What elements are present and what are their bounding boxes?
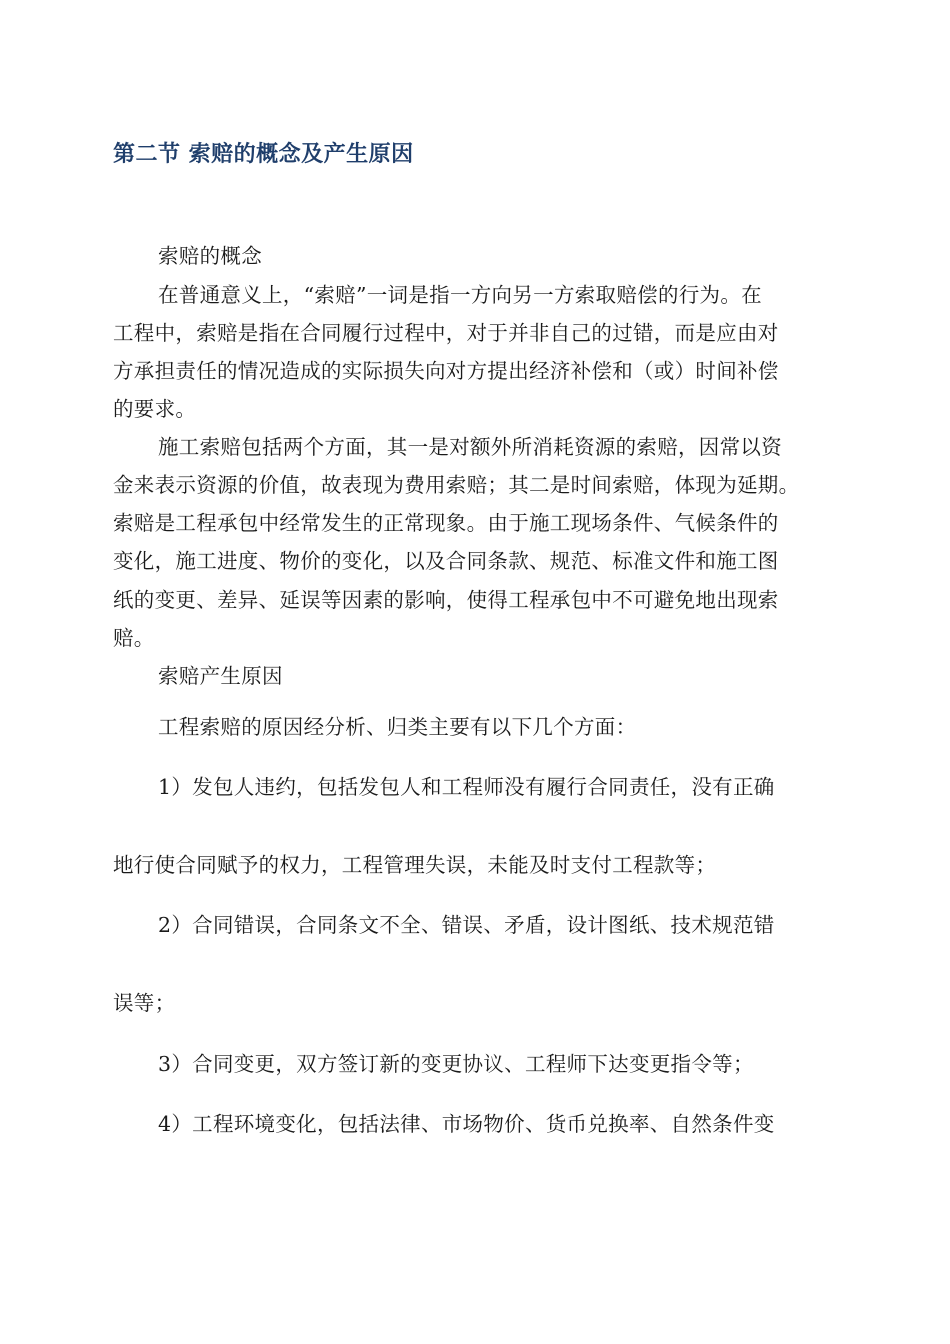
paragraph-line: 施工索赔包括两个方面，其一是对额外所消耗资源的索赔，因常以资 [158, 435, 782, 459]
paragraph-line: 工程索赔的原因经分析、归类主要有以下几个方面： [158, 715, 637, 739]
paragraph-line: 变化，施工进度、物价的变化，以及合同条款、规范、标准文件和施工图 [113, 549, 779, 573]
paragraph-line: 索赔是工程承包中经常发生的正常现象。由于施工现场条件、气候条件的 [113, 511, 779, 535]
subheading-causes: 索赔产生原因 [158, 664, 283, 688]
list-item-2-line: 误等； [113, 991, 176, 1015]
list-item-2-line: 2）合同错误，合同条文不全、错误、矛盾，设计图纸、技术规范错 [158, 913, 775, 937]
paragraph-line: 的要求。 [113, 397, 197, 421]
list-item-3-line: 3）合同变更，双方签订新的变更协议、工程师下达变更指令等； [158, 1052, 754, 1076]
paragraph-line: 在普通意义上，“索赔”一词是指一方向另一方索取赔偿的行为。在 [158, 283, 762, 307]
section-title: 第二节 索赔的概念及产生原因 [113, 142, 414, 167]
paragraph-line: 金来表示资源的价值，故表现为费用索赔；其二是时间索赔，体现为延期。 [113, 473, 800, 497]
paragraph-line: 纸的变更、差异、延误等因素的影响，使得工程承包中不可避免地出现索 [113, 588, 779, 612]
list-item-4-line: 4）工程环境变化，包括法律、市场物价、货币兑换率、自然条件变 [158, 1112, 775, 1136]
list-item-1-line: 1）发包人违约，包括发包人和工程师没有履行合同责任，没有正确 [158, 775, 775, 799]
paragraph-line: 赔。 [113, 626, 155, 650]
paragraph-line: 方承担责任的情况造成的实际损失向对方提出经济补偿和（或）时间补偿 [113, 359, 779, 383]
list-item-1-line: 地行使合同赋予的权力，工程管理失误，未能及时支付工程款等； [113, 853, 717, 877]
subheading-concept: 索赔的概念 [158, 244, 262, 268]
paragraph-line: 工程中，索赔是指在合同履行过程中，对于并非自己的过错，而是应由对 [113, 321, 779, 345]
